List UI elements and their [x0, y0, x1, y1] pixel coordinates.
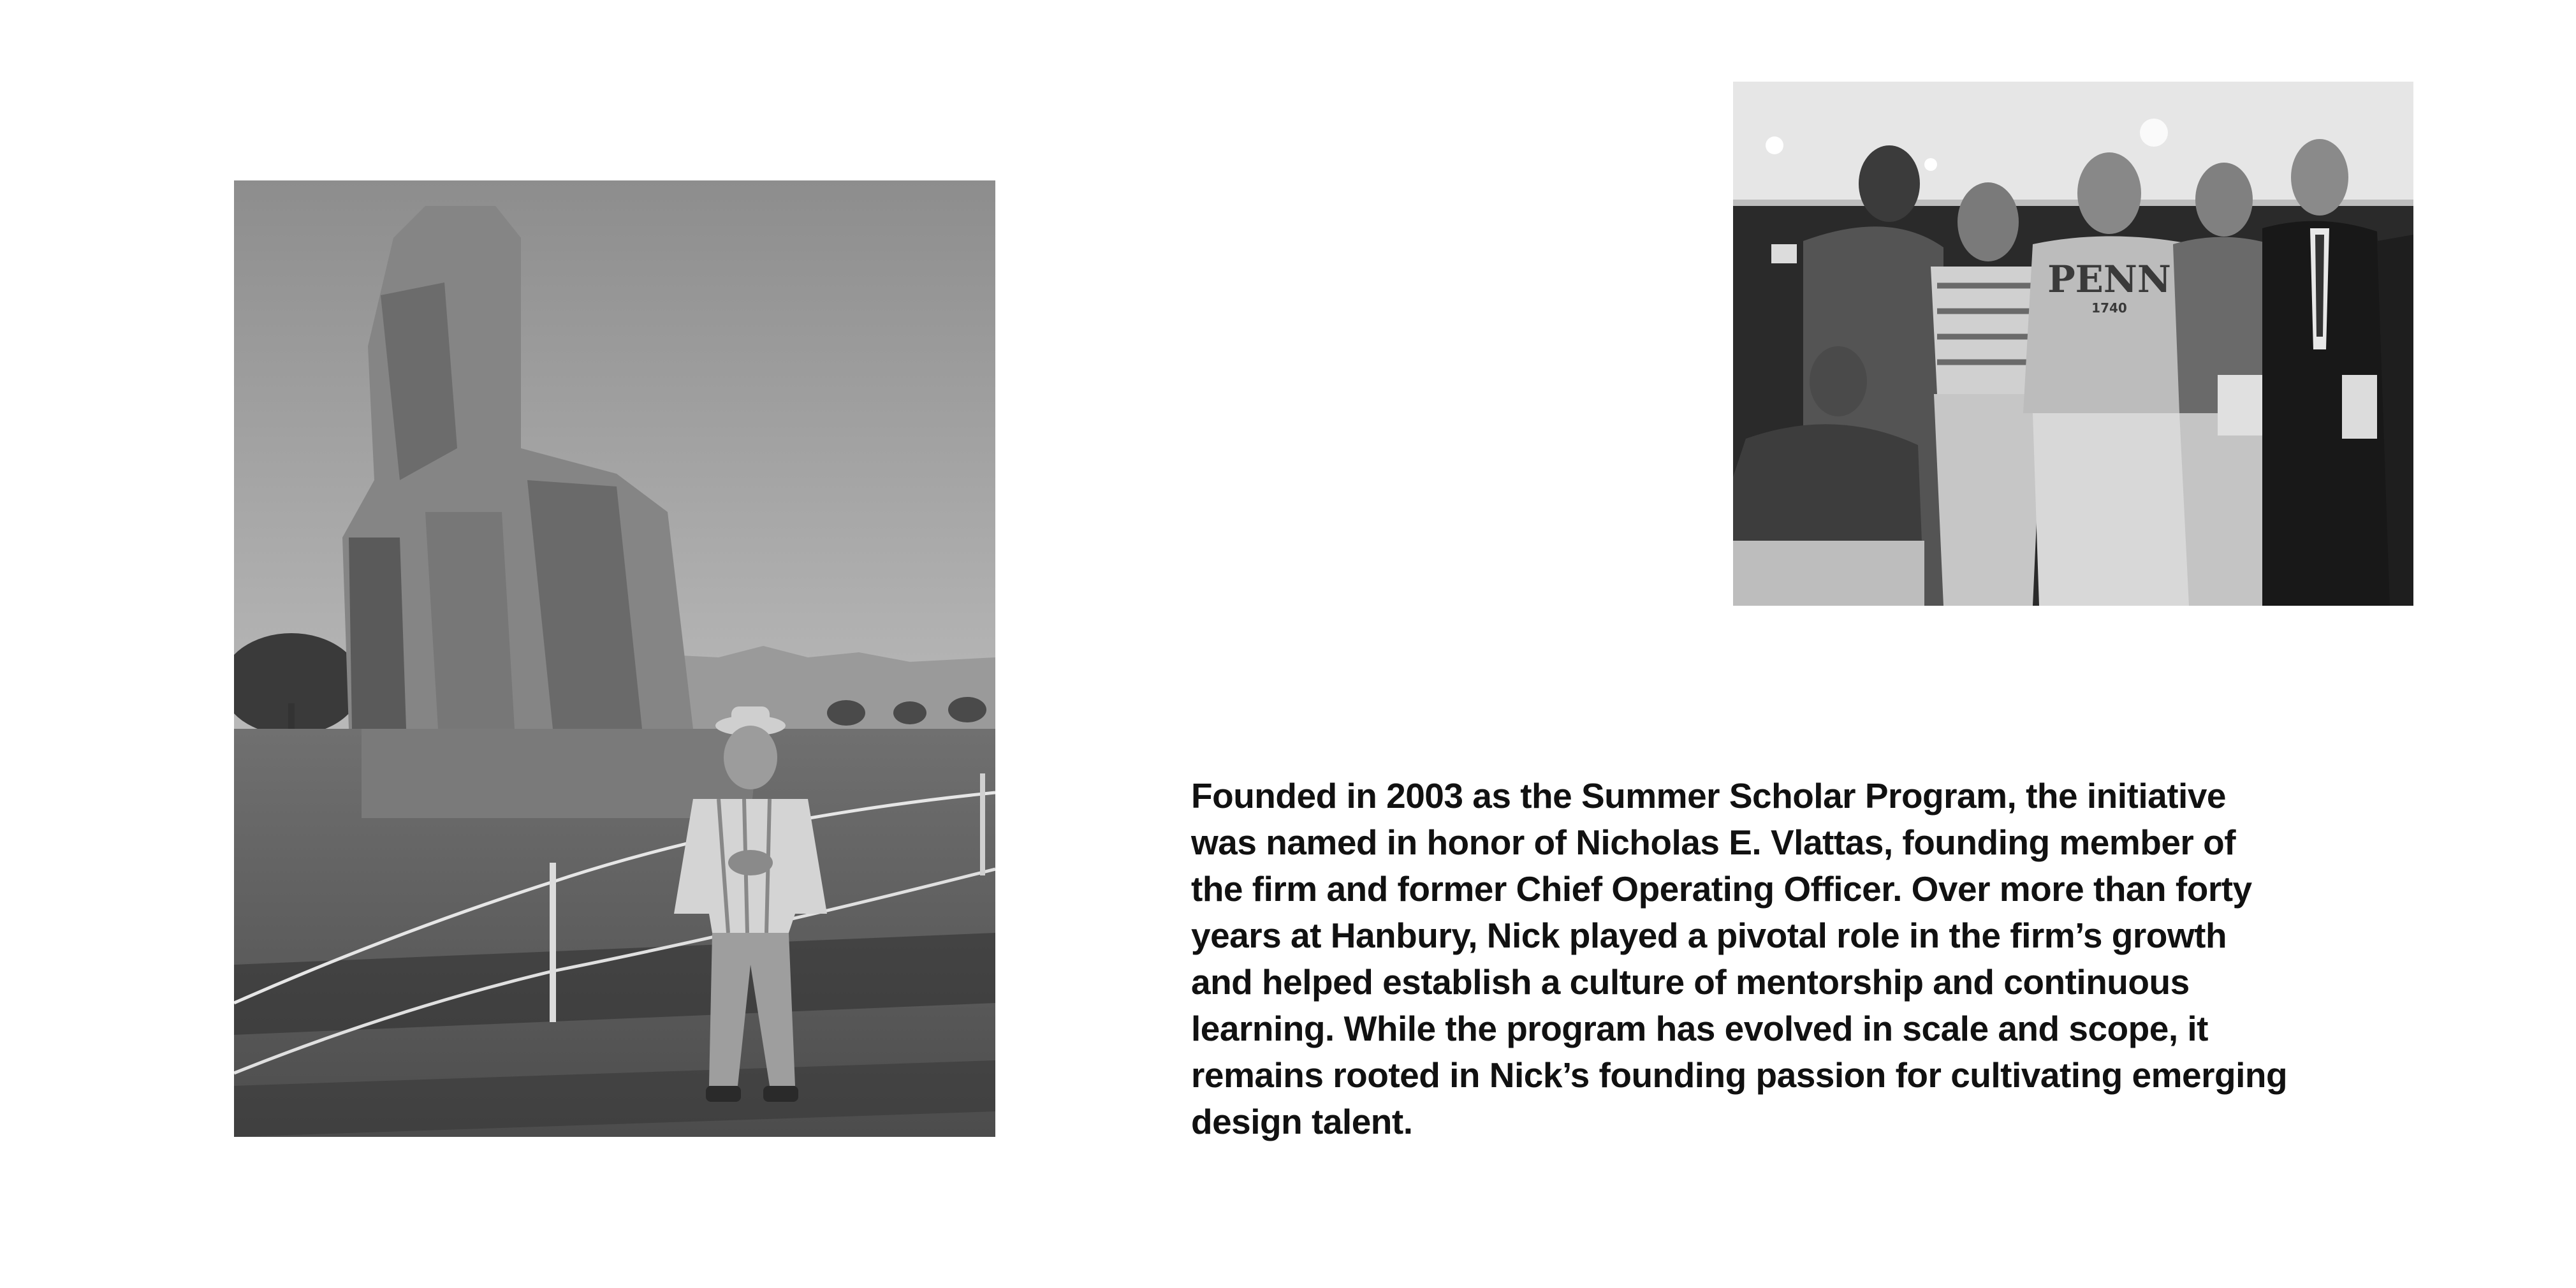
photo-group-graphic — [1733, 82, 2413, 606]
photo-colossus-graphic — [234, 180, 995, 1137]
shirt-year-text: 1740 — [2091, 300, 2127, 316]
shirt-print-text: PENN — [2047, 258, 2171, 301]
body-paragraph: Founded in 2003 as the Summer Scholar Program, the initiative was named in honor of Nicholas E. Vlattas, founding member of the firm and former Chief Operating Officer. Over more than forty years at Hanbury, Nick played a pivotal role in the firm’s growth and helped establish a culture of mentorship and continuous learning. While the program has evolved in scale and scope, it remains rooted in Nick’s founding passion for cultivating emerging design talent. — [1191, 776, 2288, 1141]
photo-group-of-scholars — [1733, 82, 2413, 606]
photo-colossus-with-man — [234, 180, 995, 1137]
